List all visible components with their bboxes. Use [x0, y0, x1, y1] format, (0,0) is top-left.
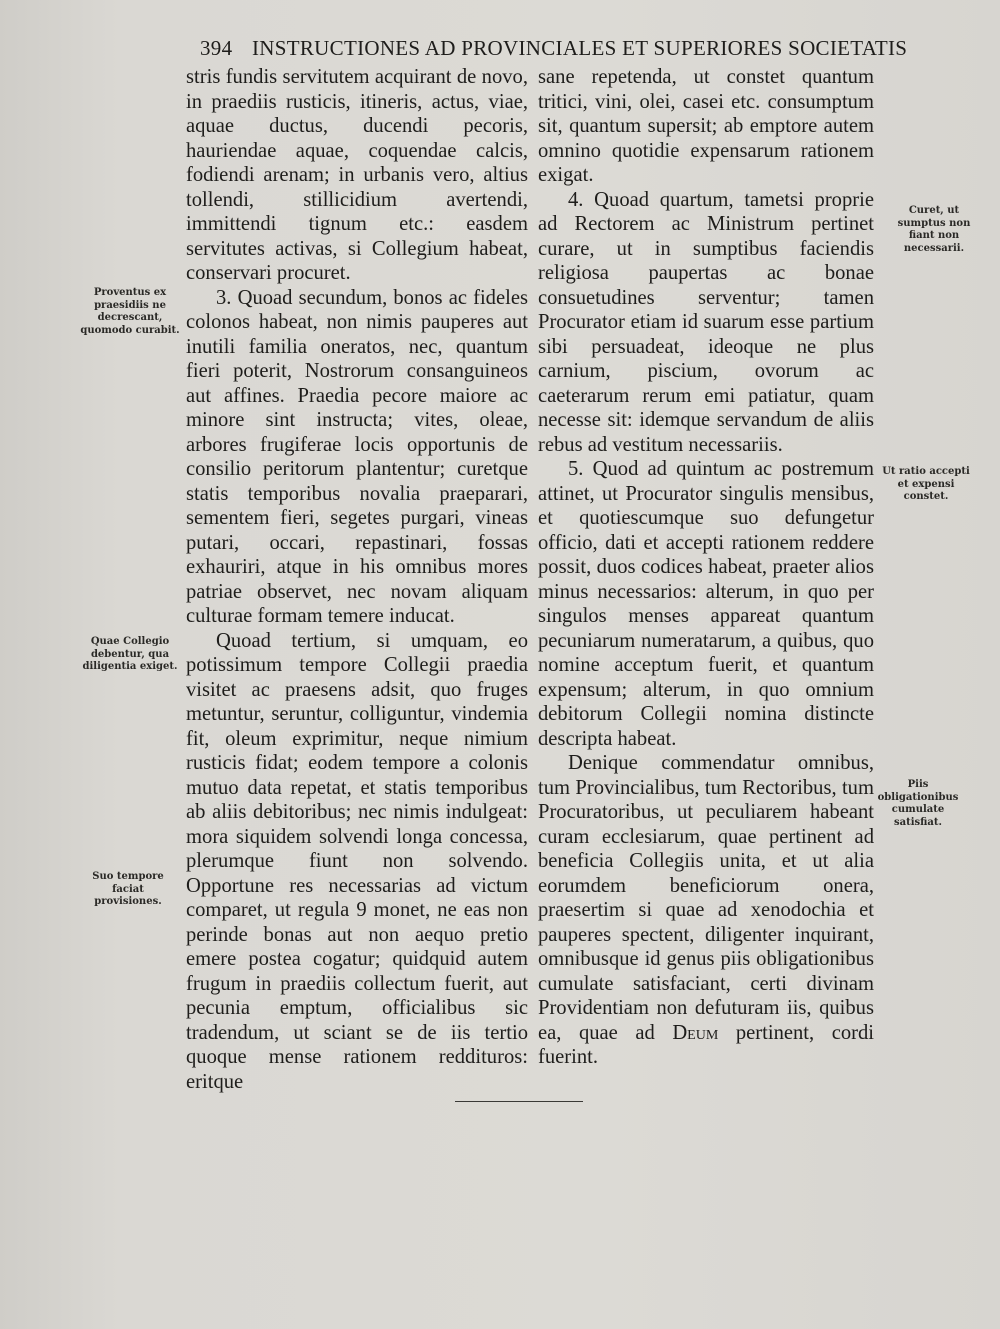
right-paragraph-4: [538, 751, 874, 1070]
margin-note-curet: Curet, ut sumptus non fiant non necessarii.: [897, 205, 971, 254]
right-paragraph-4-text: Denique commendatur omnibus, tum Provincialibus, tum Rectoribus, tum Procuratoribus, ut peculiarem habeant curam ecclesiarum, quae pertinent ad beneficia Collegiis unita, et ut alia eorumdem beneficiorum onera, praesertim si quae ad xenodochia et pauperes spectent, diligenter inquirant, omnibusque id genus piis obligationibus cumulate satisfaciant, certi divinam Providentiam non defuturam iis, quibus ea, quae ad: [538, 752, 874, 1044]
running-header: [200, 36, 908, 61]
right-paragraph-3: 5. Quod ad quintum ac postremum attinet, ut Procurator singulis mensibus, et quotiescumque suo defungetur officio, dati et accepti rationem reddere possit, duos codices habeat, praeter alios minus necessarios: alterum, in quo per singulos menses appareat quantum pecuniarum numeratarum, a quibus, quo nomine acceptum fuerit, et quantum expensum; alterum, in quo omnium debitorum Collegii nomina distincte descripta habeat.: [538, 458, 874, 750]
margin-note-piis: Piis obligationibus cumulate satisfiat.: [877, 779, 959, 828]
right-column: [538, 65, 874, 1070]
left-column: [186, 65, 528, 1094]
running-title: INSTRUCTIONES AD PROVINCIALES ET SUPERIORES SOCIETATIS: [252, 36, 908, 60]
left-paragraph-2: 3. Quoad secundum, bonos ac fideles colonos habeat, non nimis pauperes aut inutili familia oneratos, nec, quantum fieri poterit, Nostrorum consanguineos aut affines. Praedia pecore maiore ac minore sint instructa; vites, oleae, arbores frugiferae locis opportunis de consilio peritorum plantentur; curetque statis temporibus novalia praeparari, sementem fieri, segetes purgari, vineas putari, occari, repastinari, fossas exhauriri, atque in his omnibus mores patriae observet, nec novam aliquam culturae formam temere inducat.: [186, 286, 528, 627]
right-paragraph-1: sane repetenda, ut constet quantum tritici, vini, olei, casei etc. consumptum sit, quantum supersit; ab emptore autem omnino quotidie expensarum rationem exigat.: [538, 66, 874, 186]
left-paragraph-3: Quoad tertium, si umquam, eo potissimum tempore Collegii praedia visitet ac praesens adsit, quo fruges metuntur, seruntur, colliguntur, vindemia fit, oleum exprimitur, neque nimium rusticis fidat; eodem tempore a colonis mutuo data repetat, et statis temporibus ab aliis debitoribus; nec nimis indulgeat: mora siquidem solvendi longa concessa, plerumque fiunt non solvendo. Opportune res necessarias ad victum comparet, ut regula 9 monet, ne eas non perinde bonas aut non aequo pretio emere postea cogatur; quidquid autem frugum in praediis collectum fuerit, aut pecunia emptum, officialibus sic tradendum, ut sciant se de iis tertio quoque mense rationem reddituros: eritque: [186, 629, 528, 1093]
deum-word: Deum: [672, 1021, 719, 1044]
right-paragraph-4-end: pertinent, cordi fuerint.: [538, 1021, 875, 1068]
left-paragraph-1: stris fundis servitutem acquirant de novo, in praediis rusticis, itineris, actus, viae, aquae ductus, ducendi pecoris, hauriendae aquae, coquendae calcis, fodiendi arenam; in urbanis vero, altius tollendi, stillicidium avertendi, immittendi tignum etc.: easdem servitutes activas, si Collegium habeat, conservari procuret.: [186, 66, 528, 284]
page-number: 394: [200, 36, 233, 60]
margin-note-quae-collegio: Quae Collegio debentur, qua diligentia exiget.: [82, 636, 178, 672]
end-rule: [455, 1101, 583, 1102]
right-paragraph-2: 4. Quoad quartum, tametsi proprie ad Rectorem ac Ministrum pertinet curare, ut in sumptibus faciendis religiosa paupertas ac bonae consuetudines serventur; tamen Procurator etiam id suarum esse partium sibi persuadeat, ideoque ne plus carnium, piscium, ovorum ac caeterarum rerum emi patiatur, quam necesse sit: idemque servandum de aliis rebus ad vestitum necessariis.: [538, 188, 874, 456]
margin-note-ut-ratio: Ut ratio accepti et expensi constet.: [882, 466, 970, 502]
margin-note-suo-tempore: Suo tempore faciat provisiones.: [92, 871, 164, 907]
margin-note-proventus: Proventus ex praesidiis ne decrescant, quomodo curabit.: [80, 287, 180, 336]
